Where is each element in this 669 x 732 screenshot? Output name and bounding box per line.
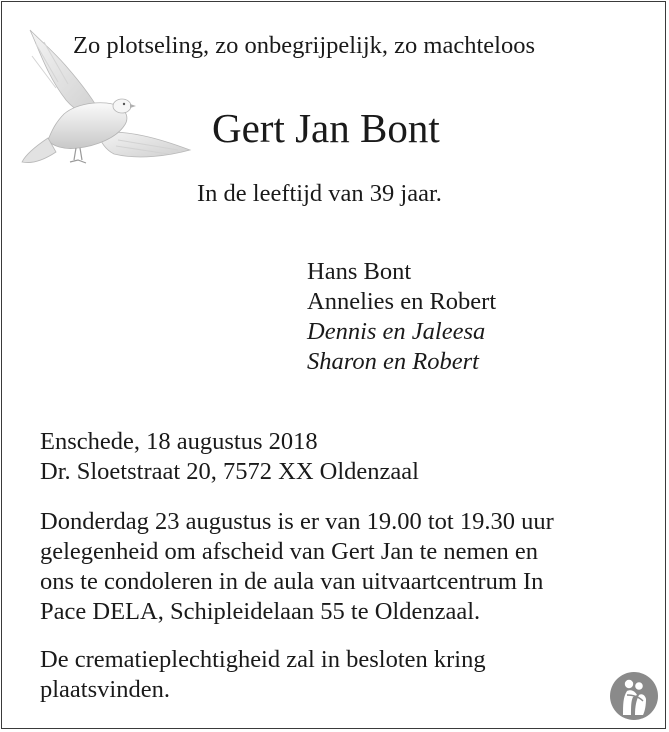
address-line: Dr. Sloetstraat 20, 7572 XX Oldenzaal [40,458,419,485]
condolence-paragraph [40,507,554,627]
embrace-logo-icon [609,671,659,721]
family-list [307,257,496,377]
family-member: Hans Bont [307,258,412,285]
family-member: Annelies en Robert [307,288,497,315]
deceased-name: Gert Jan Bont [212,105,440,151]
family-member-italic: Dennis en Jaleesa [307,318,486,345]
paragraph-line: De crematieplechtigheid zal in besloten kring [40,646,486,673]
paragraph-line: gelegenheid om afscheid van Gert Jan te nemen en [40,538,538,565]
family-member-italic: Sharon en Robert [307,348,479,375]
paragraph-line: plaatsvinden. [40,676,170,703]
date-line: Enschede, 18 augustus 2018 [40,428,318,455]
paragraph-line: ons te condoleren in de aula van uitvaartcentrum In [40,568,544,595]
paragraph-line: Pace DELA, Schipleidelaan 55 te Oldenzaal. [40,598,481,625]
cremation-paragraph [40,645,486,705]
paragraph-line: Donderdag 23 augustus is er van 19.00 tot 19.30 uur [40,508,554,535]
place-and-address [40,427,419,487]
tagline: Zo plotseling, zo onbegrijpelijk, zo machteloos [73,32,535,59]
age-line: In de leeftijd van 39 jaar. [197,180,442,207]
